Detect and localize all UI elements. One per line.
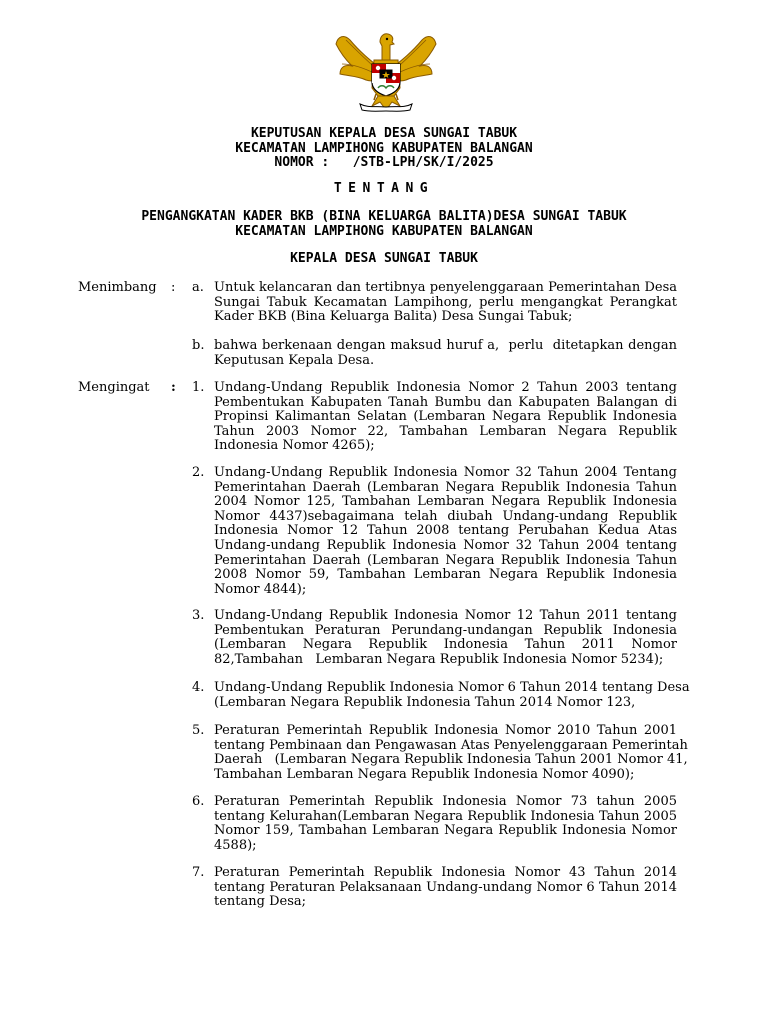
text-line: Undang-Undang Republik Indonesia Nomor 6 Tahun 2014 tentang Desa — [214, 680, 690, 695]
text-line: Nomor 4844); — [214, 581, 307, 597]
text-line: 2008 Nomor 59, Tambahan Lembaran Negara Republik Indonesia — [214, 567, 677, 583]
text-line: Tahun 2003 Nomor 22, Tambahan Lembaran Negara Republik — [214, 423, 677, 439]
text-line: Tambahan Lembaran Negara Republik Indonesia Nomor 4090); — [214, 766, 635, 782]
decree-title — [0, 127, 768, 171]
text-line: Indonesia Nomor 12 Tahun 2008 tentang Perubahan Kedua Atas — [214, 523, 677, 539]
mengingat-item-1 — [214, 381, 677, 454]
decree-number: NOMOR : /STB-LPH/SK/I/2025 — [274, 155, 494, 170]
menimbang-item-b — [214, 339, 677, 368]
decree-subject-line: PENGANGKATAN KADER BKB (BINA KELUARGA BALITA)DESA SUNGAI TABUK — [141, 209, 627, 224]
menimbang-item-a — [214, 281, 677, 325]
decree-subject-line: KECAMATAN LAMPIHONG KABUPATEN BALANGAN — [235, 223, 533, 239]
text-line: Kader BKB (Bina Keluarga Balita) Desa Sungai Tabuk; — [214, 309, 573, 325]
mengingat-item-marker: 3. — [192, 608, 205, 623]
text-line: Untuk kelancaran dan tertibnya penyelenggaraan Pemerintahan Desa — [214, 280, 677, 295]
tentang-heading: TENTANG — [333, 181, 435, 196]
garuda-pancasila-emblem-icon — [334, 30, 438, 114]
text-line: (Lembaran Negara Republik Indonesia Tahun 2011 Nomor — [214, 637, 677, 653]
mengingat-item-3 — [214, 609, 677, 667]
decree-title-line: KECAMATAN LAMPIHONG KABUPATEN BALANGAN — [235, 140, 533, 156]
text-line: tentang Kelurahan(Lembaran Negara Republik Indonesia Tahun 2005 — [214, 808, 677, 824]
official-title: KEPALA DESA SUNGAI TABUK — [290, 251, 478, 266]
menimbang-label: Menimbang — [78, 280, 157, 295]
text-line: bahwa berkenaan dengan maksud huruf a, perlu ditetapkan dengan — [214, 338, 677, 353]
text-line: (Lembaran Negara Republik Indonesia Tahun 2014 Nomor 123, — [214, 694, 636, 710]
text-line: Undang-Undang Republik Indonesia Nomor 12 Tahun 2011 tentang — [214, 608, 677, 623]
menimbang-item-marker: a. — [192, 280, 204, 295]
mengingat-item-marker: 4. — [192, 680, 205, 695]
mengingat-item-4 — [214, 680, 690, 710]
text-line: Pemerintahan Daerah (Lembaran Negara Republik Indonesia Tahun — [214, 479, 677, 495]
mengingat-item-marker: 2. — [192, 465, 205, 480]
text-line: Keputusan Kepala Desa. — [214, 352, 375, 368]
mengingat-item-marker: 7. — [192, 865, 205, 880]
decree-subject — [0, 210, 768, 239]
text-line: tentang Pembinaan dan Pengawasan Atas Penyelenggaraan Pemerintah — [214, 737, 688, 753]
mengingat-item-7 — [214, 866, 677, 910]
text-line: tentang Peraturan Pelaksanaan Undang-undang Nomor 6 Tahun 2014 — [214, 879, 677, 895]
text-line: 2004 Nomor 125, Tambahan Lembaran Negara Republik Indonesia — [214, 494, 677, 510]
mengingat-item-marker: 1. — [192, 380, 205, 395]
text-line: tentang Desa; — [214, 894, 307, 910]
text-line: Indonesia Nomor 4265); — [214, 438, 375, 454]
text-line: Nomor 4437)sebagaimana telah diubah Undang-undang Republik — [214, 508, 677, 524]
text-line: Sungai Tabuk Kecamatan Lampihong, perlu mengangkat Perangkat — [214, 294, 677, 310]
mengingat-item-marker: 6. — [192, 794, 205, 809]
text-line: 4588); — [214, 837, 257, 853]
text-line: Undang-undang Republik Indonesia Nomor 32 Tahun 2004 tentang — [214, 537, 677, 553]
menimbang-colon: : — [171, 280, 176, 295]
text-line: Daerah (Lembaran Negara Republik Indonesia Tahun 2001 Nomor 41, — [214, 752, 688, 768]
mengingat-item-5 — [214, 723, 688, 782]
text-line: Nomor 159, Tambahan Lembaran Negara Republik Indonesia Nomor — [214, 823, 677, 839]
mengingat-item-2 — [214, 466, 677, 597]
text-line: Pembentukan Kabupaten Tanah Bumbu dan Kabupaten Balangan di — [214, 394, 677, 410]
mengingat-item-6 — [214, 795, 677, 853]
text-line: Propinsi Kalimantan Selatan (Lembaran Negara Republik Indonesia — [214, 409, 677, 425]
text-line: 82,Tambahan Lembaran Negara Republik Indonesia Nomor 5234); — [214, 651, 664, 667]
mengingat-colon: : — [171, 380, 176, 395]
text-line: Pemerintahan Daerah (Lembaran Negara Republik Indonesia Tahun — [214, 552, 677, 568]
text-line: Pembentukan Peraturan Perundang-undangan Republik Indonesia — [214, 622, 677, 638]
menimbang-item-marker: b. — [192, 338, 205, 353]
mengingat-label: Mengingat — [78, 380, 150, 395]
decree-title-line: KEPUTUSAN KEPALA DESA SUNGAI TABUK — [250, 126, 518, 141]
text-line: Peraturan Pemerintah Republik Indonesia Nomor 2010 Tahun 2001 — [214, 723, 677, 738]
text-line: Undang-Undang Republik Indonesia Nomor 2 Tahun 2003 tentang — [214, 380, 677, 395]
mengingat-item-marker: 5. — [192, 723, 205, 738]
text-line: Undang-Undang Republik Indonesia Nomor 32 Tahun 2004 Tentang — [214, 465, 677, 480]
text-line: Peraturan Pemerintah Republik Indonesia Nomor 43 Tahun 2014 — [214, 865, 677, 880]
text-line: Peraturan Pemerintah Republik Indonesia Nomor 73 tahun 2005 — [214, 794, 677, 809]
